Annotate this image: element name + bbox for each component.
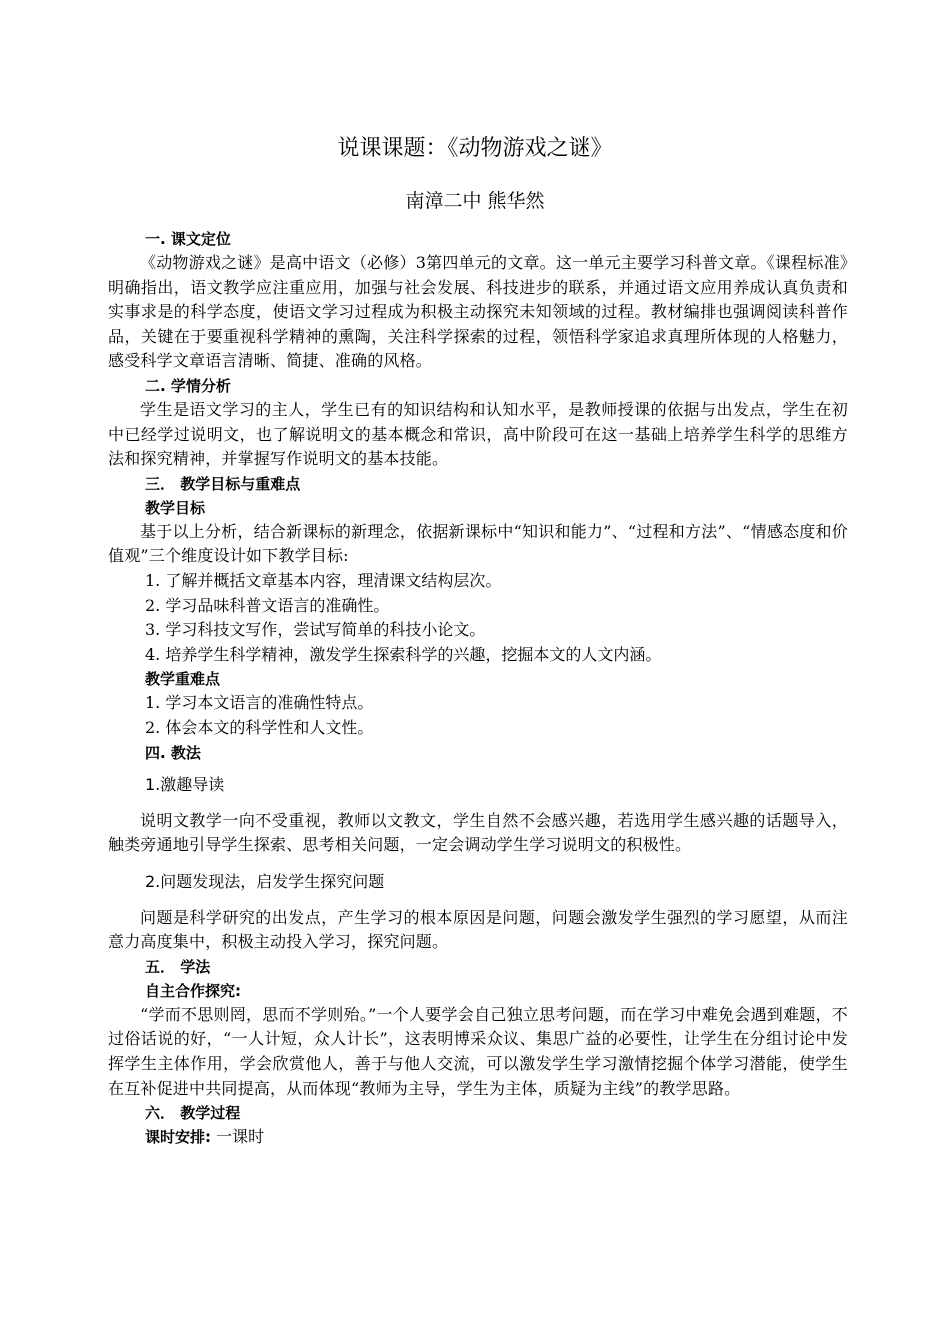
method-2-paragraph: 问题是科学研究的出发点，产生学习的根本原因是问题，问题会激发学生强烈的学习愿望，从而注意力高度集中，积极主动投入学习，探究问题。	[108, 907, 848, 952]
subheading-key-points: 教学重难点	[145, 670, 221, 689]
goal-item: 3. 学习科技文写作，尝试写简单的科技小论文。	[145, 620, 486, 640]
section-heading-5: 五． 学法	[145, 957, 211, 976]
goal-item: 4. 培养学生科学精神，激发学生探索科学的兴趣，挖掘本文的人文内涵。	[145, 644, 662, 664]
method-1-title: 1.激趣导读	[145, 774, 225, 794]
method-2-title: 2.问题发现法，启发学生探究问题	[145, 871, 385, 891]
section-2-paragraph: 学生是语文学习的主人，学生已有的知识结构和认知水平，是教师授课的依据与出发点，学生在初中已经学过说明文，也了解说明文的基本概念和常识，高中阶段可在这一基础上培养学生科学的思维方法和探究精神，并掌握写作说明文的基本技能。	[108, 399, 848, 469]
method-1-paragraph: 说明文教学一向不受重视，教师以文教文，学生自然不会感兴趣，若选用学生感兴趣的话题导入，触类旁通地引导学生探索、思考相关问题，一定会调动学生学习说明文的积极性。	[108, 810, 848, 855]
key-point-item: 1. 学习本文语言的准确性特点。	[145, 693, 374, 713]
page-title: 说课课题：《动物游戏之谜》	[337, 136, 613, 161]
section-1-paragraph: 《动物游戏之谜》是高中语文（必修）3第四单元的文章。这一单元主要学习科普文章。《课程标准》明确指出，语文教学应注重应用，加强与社会发展、科技进步的联系，并通过语文应用养成认真负责和实事求是的科学态度，使语文学习过程成为积极主动探究未知领域的过程。教材编排也强调阅读科普作品，关键在于要重视科学精神的熏陶，关注科学探索的过程，领悟科学家追求真理所体现的人格魅力，感受科学文章语言清晰、简捷、准确的风格。	[108, 253, 848, 371]
section-heading-4: 四. 教法	[145, 743, 201, 762]
section-heading-3: 三． 教学目标与重难点	[145, 474, 301, 493]
author-line: 南漳二中 熊华然	[405, 190, 545, 212]
subheading-teaching-goals: 教学目标	[145, 498, 206, 517]
document-body	[108, 227, 848, 1150]
schedule-value: 一课时	[216, 1127, 265, 1147]
schedule-line	[108, 1125, 848, 1150]
section-heading-2: 二. 学情分析	[145, 376, 231, 395]
section-heading-6: 六． 教学过程	[145, 1104, 241, 1123]
section-3-paragraph: 基于以上分析，结合新课标的新理念，依据新课标中“知识和能力”、“过程和方法”、“情感态度和价值观”三个维度设计如下教学目标:	[108, 521, 848, 566]
subheading-learning-method: 自主合作探究:	[145, 981, 241, 1000]
section-heading-1: 一. 课文定位	[145, 230, 231, 248]
goal-item: 2. 学习品味科普文语言的准确性。	[145, 595, 390, 615]
key-point-item: 2. 体会本文的科学性和人文性。	[145, 717, 374, 737]
section-5-paragraph: “学而不思则罔，思而不学则殆。”一个人要学会自己独立思考问题，而在学习中难免会遇到难题，不过俗话说的好，“一人计短，众人计长”，这表明博采众议、集思广益的必要性，让学生在分组讨论中发挥学生主体作用，学会欣赏他人，善于与他人交流，可以激发学生学习激情挖掘个体学习潜能，使学生在互补促进中共同提高，从而体现“教师为主导，学生为主体，质疑为主线”的教学思路。	[108, 1004, 848, 1098]
goal-item: 1. 了解并概括文章基本内容，理清课文结构层次。	[145, 570, 502, 590]
schedule-label: 课时安排:	[145, 1128, 211, 1147]
